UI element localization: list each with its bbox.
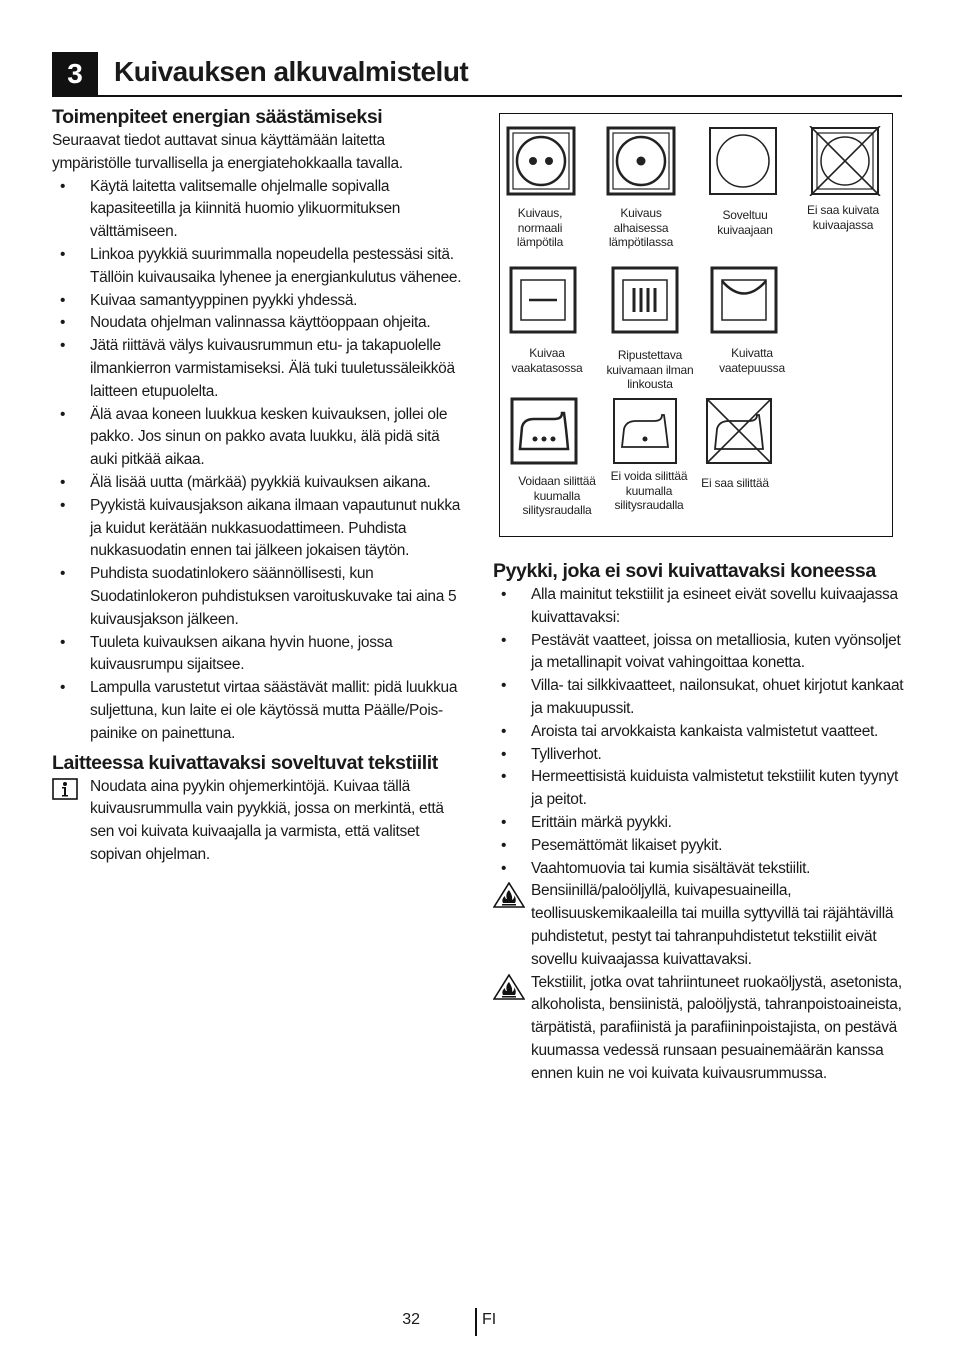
symbol-label: Ei saa kuivata kuivaajassa (807, 203, 879, 232)
list-item: • Tylliverhot. (493, 744, 905, 767)
list-item: • Linkoa pyykkiä suurimmalla nopeudella pestessäsi sitä. Tällöin kuivausaika lyhenee ja energiankulutus vähenee. (52, 244, 464, 290)
chapter-title: Kuivauksen alkuvalmistelut (114, 56, 469, 87)
list-item: • Pyykistä kuivausjakson aikana ilmaan vapautunut nukka ja kuidut kerätään nukkasuodattimeen. Puhdista nukkasuodatin ennen tai jälkeen jokaisen täytön. (52, 495, 464, 563)
symbol-label: Ripustettava kuivamaan ilman linkousta (606, 348, 694, 391)
symbol-label: Kuivaa vaakatasossa (511, 346, 583, 375)
fire-warning-text: Bensiinillä/paloöljyllä, kuivapesuaineilla, teollisuuskemikaaleilla tai muilla syttyvillä tai räjähtävillä puhdistetut, pestyt tai tahranpuhdistetut tekstiilit eivät sovellu kuivaajassa kuivattavaksi. (531, 882, 894, 968)
symbol-label: Kuivaus alhaisessa lämpötilassa (608, 206, 674, 249)
energy-list (52, 176, 464, 746)
symbol-label: Soveltuu kuivaajaan (717, 208, 773, 237)
unsuitable-heading: Pyykki, joka ei sovi kuivattavaksi koneessa (493, 560, 876, 582)
suitable-heading: Laitteessa kuivattavaksi soveltuvat tekstiilit (52, 751, 438, 774)
symbol-label: Voidaan silittää kuumalla silitysraudalla (518, 474, 596, 517)
list-item: • Älä avaa koneen luukkua kesken kuivauksen, jollei ole pakko. Jos sinun on pakko avata luukku, älä pidä sitä auki pitkää aikaa. (52, 404, 464, 472)
list-item: • Hermeettisistä kuiduista valmistetut tekstiilit kuten tyynyt ja peitot. (493, 766, 905, 812)
do-not-tumble-dry-icon (809, 126, 881, 196)
list-item: • Alla mainitut tekstiilit ja esineet eivät sovellu kuivaajassa kuivattavaksi: (493, 584, 905, 630)
symbol-label: Ei voida silittää kuumalla silitysraudalla (610, 469, 688, 512)
care-symbol-panel (499, 113, 893, 537)
list-item: • Älä lisää uutta (märkää) pyykkiä kuivauksen aikana. (52, 472, 464, 495)
list-item: • Jätä riittävä välys kuivausrummun etu- ja takapuolelle ilmankierron varmistamiseksi. Älä tuki tuuletussäleikköä laitteen etupuolelta. (52, 335, 464, 403)
symbol-label: Ei saa silittää (701, 476, 769, 490)
fire-warning (493, 880, 905, 971)
info-note-text: Noudata aina pyykin ohjemerkintöjä. Kuivaa tällä kuivausrummulla vain pyykkiä, jossa on merkintä, että sen voi kuivata kuivaajalla ja varmista, että valitset sopivan ohjelman. (90, 777, 444, 863)
energy-heading: Toimenpiteet energian säästämiseksi (52, 106, 383, 128)
right-column (493, 558, 905, 1086)
fire-warning-icon (493, 974, 525, 1000)
chapter-divider (52, 95, 902, 97)
chapter-number: 3 (52, 52, 98, 96)
chapter-header (52, 52, 902, 98)
list-item: • Villa- tai silkkivaatteet, nailonsukat, ohuet kirjotut kankaat ja makuupussit. (493, 675, 905, 721)
unsuitable-list (493, 584, 905, 880)
list-item: • Erittäin märkä pyykki. (493, 812, 905, 835)
left-column (52, 104, 464, 867)
list-item: • Kuivaa samantyyppinen pyykki yhdessä. (52, 290, 464, 313)
list-item: • Puhdista suodatinlokero säännöllisesti, kun Suodatinlokeron puhdistuksen varoituskuvake tai aina 5 kuivausjakson jälkeen. (52, 563, 464, 631)
fire-warning-icon (493, 882, 525, 908)
info-note (52, 776, 464, 867)
footer-divider (475, 1308, 477, 1336)
page-number: 32 (402, 1311, 420, 1328)
iron-hot-icon (510, 397, 578, 465)
list-item: • Pesemättömät likaiset pyykit. (493, 835, 905, 858)
language-code: FI (482, 1311, 497, 1328)
drip-dry-icon (611, 266, 679, 334)
tumble-dry-normal-icon (506, 126, 576, 196)
list-item: • Vaahtomuovia tai kumia sisältävät tekstiilit. (493, 858, 905, 881)
fire-warning (493, 972, 905, 1086)
tumble-dry-icon (708, 126, 778, 196)
list-item: • Tuuleta kuivauksen aikana hyvin huone, jossa kuivausrumpu sijaitsee. (52, 632, 464, 678)
fire-warning-text: Tekstiilit, jotka ovat tahriintuneet ruokaöljystä, asetonista, alkoholista, bensiinistä, paloöljystä, tahranpoistoaineista, tärpätistä, parafiinistä ja parafiininpoistajista, on pestävä kuumassa vedessä runsaan pesuainemäärän kanssa ennen kuin ne voi kuivata kuivausrummussa. (531, 973, 902, 1082)
symbol-label: Kuivaus, normaali lämpötila (516, 206, 564, 249)
dry-flat-icon (509, 266, 577, 334)
do-not-iron-icon (705, 397, 773, 465)
iron-low-icon (612, 397, 678, 465)
list-item: • Pestävät vaatteet, joissa on metalliosia, kuten vyönsoljet ja metallinapit voivat vahingoittaa konetta. (493, 630, 905, 676)
list-item: • Noudata ohjelman valinnassa käyttöoppaan ohjeita. (52, 312, 464, 335)
tumble-dry-low-icon (606, 126, 676, 196)
energy-intro: Seuraavat tiedot auttavat sinua käyttämään laitetta ympäristölle turvallisella ja energiatehokkaalla tavalla. (52, 132, 403, 172)
line-dry-icon (710, 266, 778, 334)
info-icon (52, 778, 78, 800)
list-item: • Lampulla varustetut virtaa säästävät mallit: pidä luukkua suljettuna, kun laite ei ole käytössä mutta Päälle/Pois-painike on painettuna. (52, 677, 464, 745)
symbol-label: Kuivatta vaatepuussa (719, 346, 785, 375)
list-item: • Aroista tai arvokkaista kankaista valmistetut vaatteet. (493, 721, 905, 744)
list-item: • Käytä laitetta valitsemalle ohjelmalle sopivalla kapasiteetilla ja kiinnitä huomio ylikuormituksen välttämiseen. (52, 176, 464, 244)
